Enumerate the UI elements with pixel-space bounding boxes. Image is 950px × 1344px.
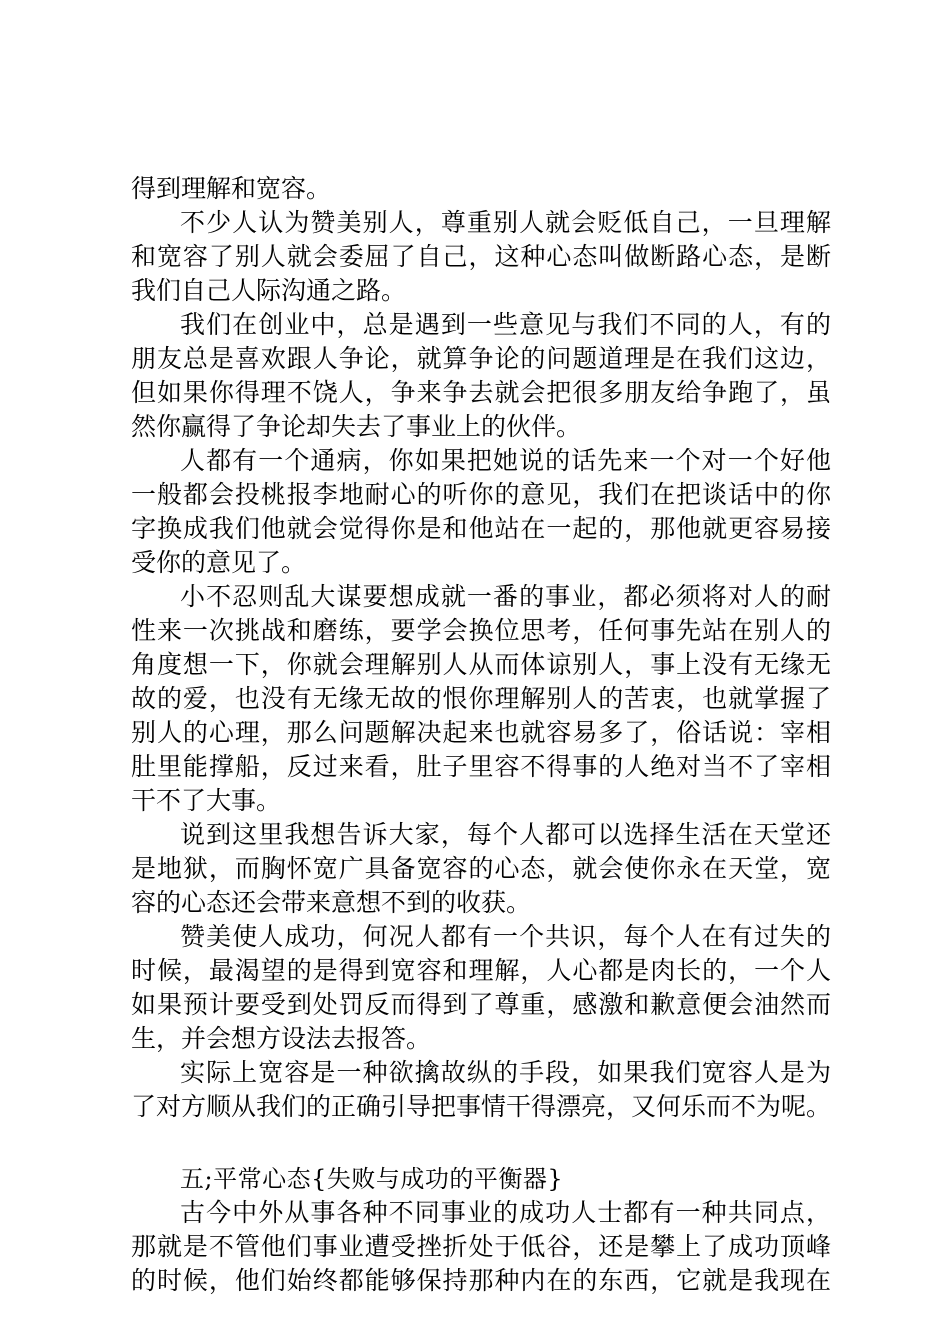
text-line: 我们在创业中，总是遇到一些意见与我们不同的人，有的 <box>180 310 831 339</box>
text-line: 字换成我们他就会觉得你是和他站在一起的，那他就更容易接 <box>131 514 831 543</box>
text-line: 然你赢得了争论却失去了事业上的伙伴。 <box>131 412 582 441</box>
section-heading: 五;平常心态{失败与成功的平衡器} <box>180 1165 564 1193</box>
text-line: 人都有一个通病，你如果把她说的话先来一个对一个好他 <box>180 446 831 475</box>
text-line: 得到理解和宽容。 <box>131 174 332 203</box>
text-line: 说到这里我想告诉大家，每个人都可以选择生活在天堂还 <box>180 820 831 849</box>
text-line: 性来一次挑战和磨练，要学会换位思考，任何事先站在别人的 <box>131 616 831 645</box>
text-line: 受你的意见了。 <box>131 548 307 577</box>
text-line: 小不忍则乱大谋要想成就一番的事业，都必须将对人的耐 <box>180 582 831 611</box>
text-line: 朋友总是喜欢跟人争论，就算争论的问题道理是在我们这边， <box>131 344 831 373</box>
text-line: 那就是不管他们事业遭受挫折处于低谷，还是攀上了成功顶峰 <box>131 1232 831 1261</box>
text-line: 不少人认为赞美别人，尊重别人就会贬低自己，一旦理解 <box>180 208 831 237</box>
text-line: 实际上宽容是一种欲擒故纵的手段，如果我们宽容人是为 <box>180 1058 831 1087</box>
text-line: 容的心态还会带来意想不到的收获。 <box>131 888 532 917</box>
text-line: 的时候，他们始终都能够保持那种内在的东西，它就是我现在 <box>131 1266 831 1295</box>
text-line: 干不了大事。 <box>131 786 282 815</box>
text-line: 故的爱，也没有无缘无故的恨你理解别人的苦衷，也就掌握了 <box>131 684 831 713</box>
text-line: 和宽容了别人就会委屈了自己，这种心态叫做断路心态，是断 <box>131 242 831 271</box>
text-line: 我们自己人际沟通之路。 <box>131 276 407 305</box>
text-line: 如果预计要受到处罚反而得到了尊重，感激和歉意便会油然而 <box>131 990 831 1019</box>
text-line: 生，并会想方设法去报答。 <box>131 1024 432 1053</box>
text-line: 肚里能撑船，反过来看，肚子里容不得事的人绝对当不了宰相 <box>131 752 831 781</box>
text-line: 角度想一下，你就会理解别人从而体谅别人，事上没有无缘无 <box>131 650 831 679</box>
text-line: 是地狱，而胸怀宽广具备宽容的心态，就会使你永在天堂，宽 <box>131 854 831 883</box>
text-line: 别人的心理，那么问题解决起来也就容易多了，俗话说：宰相 <box>131 718 831 747</box>
text-line: 古今中外从事各种不同事业的成功人士都有一种共同点， <box>180 1198 831 1227</box>
text-line: 一般都会投桃报李地耐心的听你的意见，我们在把谈话中的你 <box>131 480 831 509</box>
text-line: 但如果你得理不饶人，争来争去就会把很多朋友给争跑了，虽 <box>131 378 831 407</box>
text-line: 时候，最渴望的是得到宽容和理解，人心都是肉长的，一个人 <box>131 956 831 985</box>
text-line: 了对方顺从我们的正确引导把事情干得漂亮，又何乐而不为呢。 <box>131 1092 832 1121</box>
text-line: 赞美使人成功，何况人都有一个共识，每个人在有过失的 <box>180 922 831 951</box>
